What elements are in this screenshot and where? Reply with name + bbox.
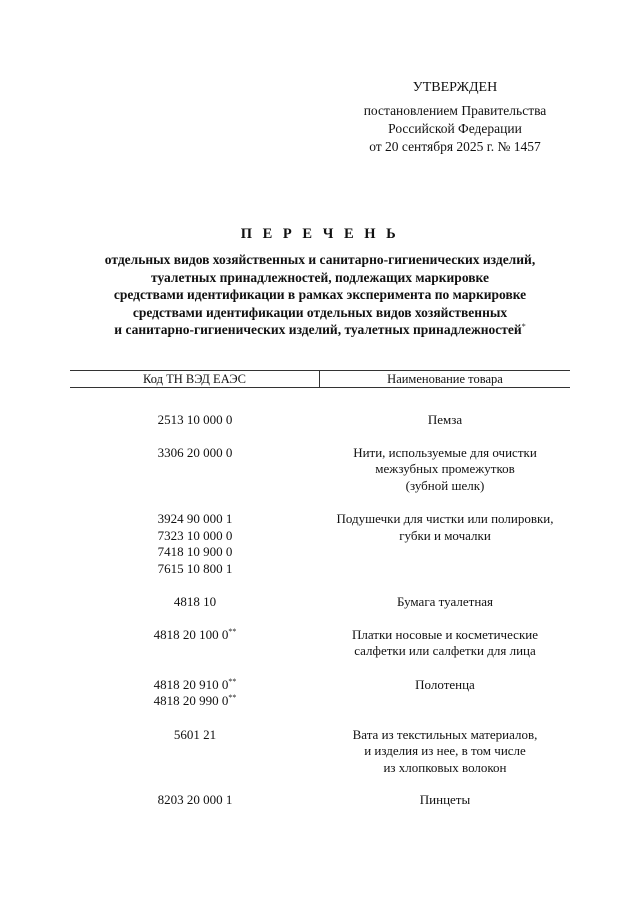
approval-block [340, 79, 570, 156]
subtitle-line: туалетных принадлежностей, подлежащих маркировке [151, 269, 489, 285]
subtitle-line: отдельных видов хозяйственных и санитарно-гигиенических изделий, [104, 252, 536, 267]
code-cell [70, 511, 320, 577]
code-value: 4818 10 [173, 594, 217, 609]
goods-table [70, 370, 570, 809]
table-row [70, 511, 570, 577]
code-value: 3924 90 000 1 [157, 511, 233, 526]
code-value: 2513 10 000 0 [157, 412, 233, 427]
table-row [70, 445, 570, 495]
code-cell [70, 792, 320, 809]
table-row [70, 627, 570, 660]
name-cell [320, 677, 570, 710]
name-cell [320, 792, 570, 809]
code-value: 5601 21 [173, 726, 217, 742]
name-cell [320, 627, 570, 660]
document-title: П Е Р Е Ч Е Н Ь [240, 226, 400, 242]
subtitle-line-text: и санитарно-гигиенических изделий, туалетных принадлежностей [114, 322, 522, 337]
code-cell [70, 677, 320, 710]
name-line: Нити, используемые для очистки [353, 444, 537, 460]
name-line: из хлопковых волокон [383, 759, 507, 775]
name-line: Подушечки для чистки или полировки, [336, 511, 554, 526]
name-line: Пемза [427, 412, 463, 427]
code-value: 8203 20 000 1 [157, 792, 233, 807]
code-value: 4818 20 100 0** [153, 626, 237, 642]
name-line: межзубных промежутков [375, 461, 515, 476]
table-row [70, 677, 570, 710]
approval-title: УТВЕРЖДЕН [412, 80, 498, 95]
name-line: Вата из текстильных материалов, [352, 726, 538, 742]
code-value: 7615 10 800 1 [157, 560, 233, 576]
name-line: Полотенца [415, 676, 475, 692]
subtitle-line: средствами идентификации отдельных видов хозяйственных [132, 304, 508, 320]
header-name: Наименование товара [387, 372, 503, 386]
name-cell [320, 412, 570, 429]
approval-line: постановлением Правительства [363, 103, 547, 118]
name-cell [320, 445, 570, 495]
footnote-mark: ** [228, 626, 237, 636]
code-value: 3306 20 000 0 [157, 444, 233, 460]
subtitle-line: средствами идентификации в рамках эксперимента по маркировке [113, 287, 527, 302]
table-row [70, 727, 570, 777]
header-code: Код ТН ВЭД ЕАЭС [70, 371, 320, 387]
table-header [70, 370, 570, 388]
table-row [70, 412, 570, 429]
code-value: 4818 20 910 0** [153, 676, 237, 692]
table-body [70, 412, 570, 809]
code-value: 7418 10 900 0 [157, 544, 233, 559]
name-cell [320, 594, 570, 611]
name-line: (зубной шелк) [405, 477, 485, 493]
code-cell [70, 594, 320, 611]
name-line: Пинцеты [419, 792, 471, 807]
name-cell [320, 511, 570, 577]
footnote-mark: ** [228, 693, 237, 702]
name-line: салфетки или салфетки для лица [354, 643, 536, 658]
code-cell [70, 627, 320, 660]
footnote-mark: * [521, 322, 526, 331]
name-line: губки и мочалки [399, 527, 491, 543]
name-line: Платки носовые и косметические [352, 626, 538, 642]
code-value: 4818 20 990 0** [153, 693, 237, 708]
code-cell [70, 727, 320, 777]
footnote-mark: ** [228, 676, 237, 686]
name-cell [320, 727, 570, 777]
approval-line: Российской Федерации [388, 121, 522, 136]
table-row [70, 792, 570, 809]
subtitle-line [70, 321, 570, 339]
name-line: Бумага туалетная [396, 594, 494, 609]
table-row [70, 594, 570, 611]
name-line: и изделия из нее, в том числе [364, 743, 526, 758]
document-subtitle [70, 251, 570, 339]
approval-line: от 20 сентября 2025 г. № 1457 [369, 139, 541, 154]
code-value: 7323 10 000 0 [157, 527, 233, 543]
code-cell [70, 445, 320, 495]
code-cell [70, 412, 320, 429]
